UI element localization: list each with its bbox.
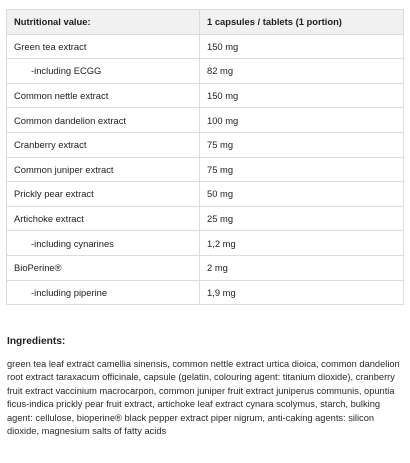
ingredient-amount: 75 mg [200,132,404,157]
nutrition-table [6,9,404,305]
table-row [7,231,404,256]
ingredient-amount: 100 mg [200,108,404,133]
table-row [7,59,404,84]
ingredient-amount: 1,2 mg [200,231,404,256]
table-row [7,108,404,133]
table-body [7,34,404,305]
table-row [7,182,404,207]
ingredient-amount: 150 mg [200,34,404,59]
table-row [7,132,404,157]
ingredient-name: Common dandelion extract [7,108,200,133]
ingredients-title: Ingredients: [7,336,66,347]
ingredient-name: BioPerine® [7,255,200,280]
table-row [7,157,404,182]
ingredient-name: Green tea extract [7,34,200,59]
table-row [7,255,404,280]
table-row [7,280,404,305]
ingredient-name: Common juniper extract [7,157,200,182]
ingredient-amount: 1,9 mg [200,280,404,305]
ingredient-amount: 25 mg [200,206,404,231]
table-row [7,34,404,59]
ingredient-name: Common nettle extract [7,83,200,108]
ingredient-name: Cranberry extract [7,132,200,157]
ingredient-amount: 82 mg [200,59,404,84]
ingredient-amount: 150 mg [200,83,404,108]
ingredient-name: -including piperine [7,280,200,305]
ingredients-text: green tea leaf extract camellia sinensis, common nettle extract urtica dioica, common dandelion root extract taraxacum officinale, capsule (gelatin, colouring agent: titanium dioxide), cranberry fruit extract vaccinium macrocarpon, common juniper fruit extract juniperus communis, opuntia ficus-indica prickly pear fruit extract, artichoke leaf extract cynara scolymus, starch, bulking agent: cellulose, bioperine® black pepper extract piper nigrum, anti-caking agents: silicon dioxide, magnesium salts of fatty acids [7,359,400,437]
ingredient-amount: 50 mg [200,182,404,207]
ingredient-name: -including ECGG [7,59,200,84]
ingredient-name: Artichoke extract [7,206,200,231]
ingredient-amount: 75 mg [200,157,404,182]
ingredient-name: Prickly pear extract [7,182,200,207]
table-row [7,83,404,108]
ingredient-amount: 2 mg [200,255,404,280]
table-row [7,206,404,231]
header-nutritional-value: Nutritional value: [7,10,200,35]
header-portion: 1 capsules / tablets (1 portion) [200,10,404,35]
ingredient-name: -including cynarines [7,231,200,256]
table-header-row [7,10,404,35]
